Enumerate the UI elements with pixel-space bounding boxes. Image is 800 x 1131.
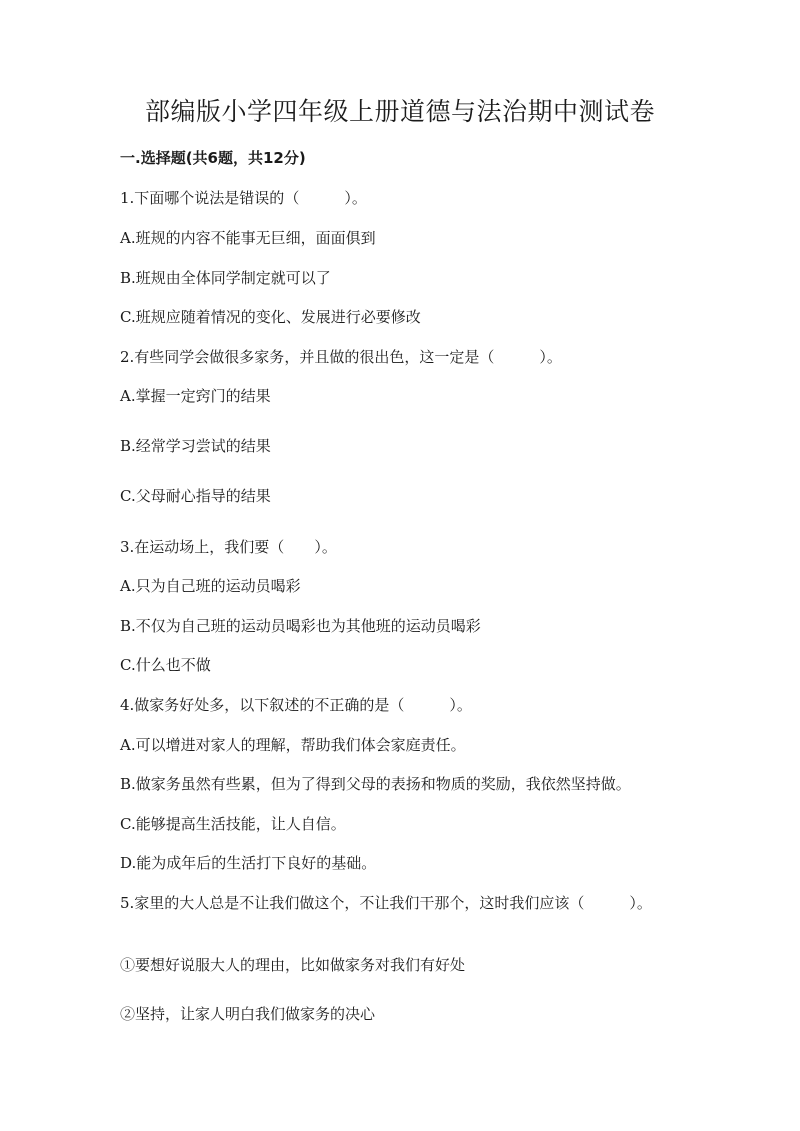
q5-statement-1: ①要想好说服大人的理由，比如做家务对我们有好处 — [120, 956, 466, 974]
q3-option-b: B.不仅为自己班的运动员喝彩也为其他班的运动员喝彩 — [120, 617, 481, 635]
page-title: 部编版小学四年级上册道德与法治期中测试卷 — [144, 97, 655, 126]
q4-option-b: B.做家务虽然有些累，但为了得到父母的表扬和物质的奖励，我依然坚持做。 — [120, 775, 631, 793]
q5-statement-2: ②坚持，让家人明白我们做家务的决心 — [120, 1005, 376, 1023]
q3-option-a: A.只为自己班的运动员喝彩 — [120, 577, 301, 595]
q2-option-b: B.经常学习尝试的结果 — [120, 437, 271, 455]
question-4: 4.做家务好处多，以下叙述的不正确的是（ ）。 — [120, 696, 472, 714]
question-1: 1.下面哪个说法是错误的（ ）。 — [120, 189, 367, 207]
q4-option-a: A.可以增进对家人的理解，帮助我们体会家庭责任。 — [120, 736, 466, 754]
question-3: 3.在运动场上，我们要（ ）。 — [120, 538, 337, 556]
q1-option-a: A.班规的内容不能事无巨细，面面俱到 — [120, 229, 376, 247]
q2-option-a: A.掌握一定窍门的结果 — [120, 387, 271, 405]
q1-option-b: B.班规由全体同学制定就可以了 — [120, 269, 331, 287]
q3-option-c: C.什么也不做 — [120, 656, 211, 674]
question-2: 2.有些同学会做很多家务，并且做的很出色，这一定是（ ）。 — [120, 348, 562, 366]
q2-option-c: C.父母耐心指导的结果 — [120, 487, 271, 505]
q4-option-d: D.能为成年后的生活打下良好的基础。 — [120, 854, 377, 872]
section-heading: 一.选择题(共6题，共12分) — [120, 149, 306, 167]
question-5: 5.家里的大人总是不让我们做这个，不让我们干那个，这时我们应该（ ）。 — [120, 894, 652, 912]
q1-option-c: C.班规应随着情况的变化、发展进行必要修改 — [120, 308, 421, 326]
q4-option-c: C.能够提高生活技能，让人自信。 — [120, 815, 346, 833]
